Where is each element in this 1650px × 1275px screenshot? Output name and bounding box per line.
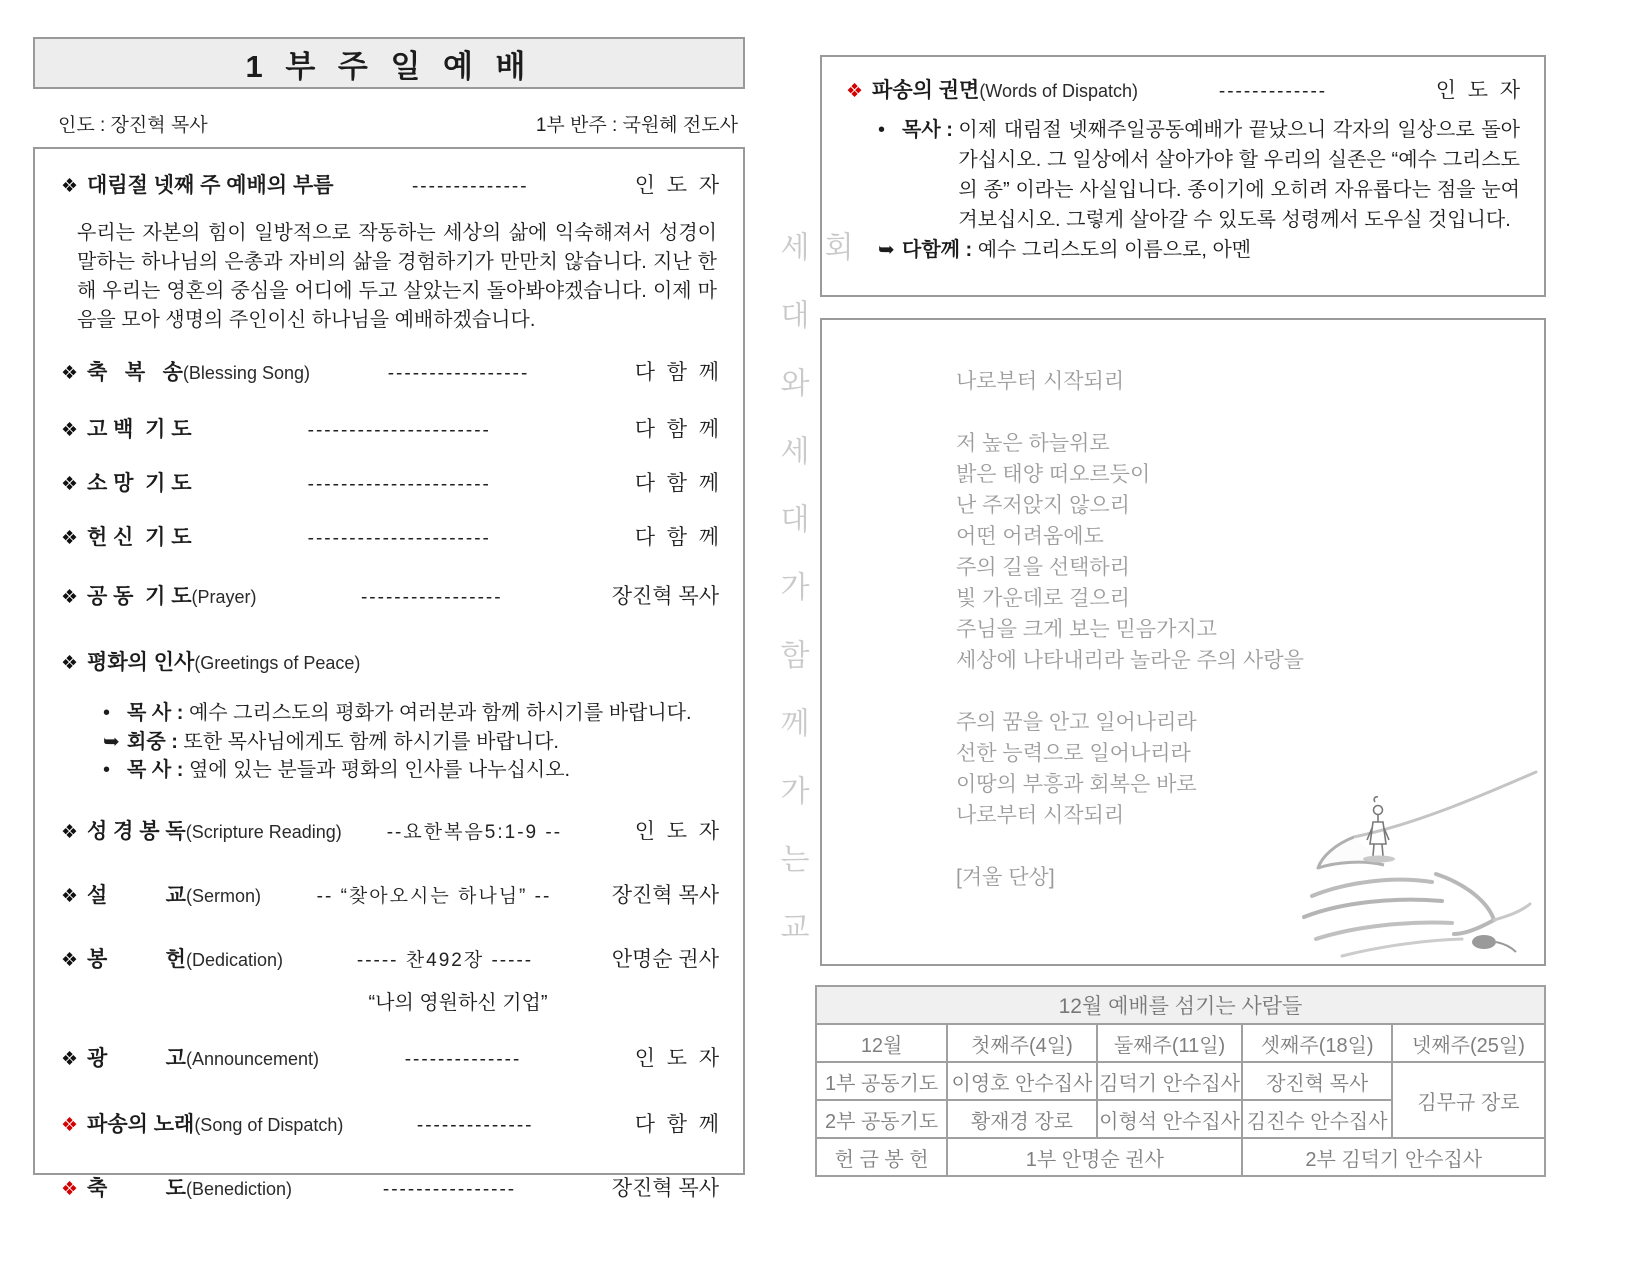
item-title: 파송의 권면 — [872, 79, 980, 102]
service-accompanist: 1부 반주 : 국원혜 전도사 — [535, 115, 738, 136]
item-performer: 장진혁 목사 — [611, 585, 719, 608]
item-dashes: -------------- — [411, 176, 529, 197]
dialog-text: 이제 대림절 넷째주일공동예배가 끝났으니 각자의 일상으로 돌아가십시오. 그 일상에서 살아가야 할 우리의 실존은 “예수 그리스도의 종” 이라는 사실입니다. 종이기에 오히려 자유롭다는 점을 눈여겨보십시오. 그렇게 살아갈 수 있도록 성령께서 도우실 것입니다. — [958, 119, 1520, 231]
item-title-en: (Dedication) — [185, 949, 284, 970]
scripture-reference: --요한복음5:1-9 -- — [386, 821, 563, 843]
lyric-line: 어떤 어려움에도 — [956, 525, 1104, 548]
order-item-announcement — [61, 1042, 719, 1072]
item-performer: 다 함 께 — [634, 418, 719, 441]
item-title: 평화의 인사 — [87, 651, 195, 674]
row-label: 2부 공동기도 — [816, 1100, 947, 1138]
item-title-en: (Greetings of Peace) — [194, 653, 361, 673]
order-item-greetings-of-peace — [61, 646, 719, 785]
diamond-icon: ❖ — [61, 474, 79, 495]
table-cell: 황재경 장로 — [947, 1100, 1096, 1138]
diamond-icon: ❖ — [61, 1048, 79, 1070]
table-header-row — [816, 1024, 1545, 1062]
item-title: 공 동 기 도 — [87, 585, 192, 608]
dialog-line — [878, 115, 1520, 235]
dispatch-dialog — [878, 115, 1520, 265]
table-row — [816, 1138, 1545, 1176]
diamond-icon: ❖ — [61, 363, 79, 384]
item-title-en: (Sermon) — [185, 885, 261, 906]
item-performer: 다 함 께 — [634, 472, 719, 495]
item-title: 축 도 — [87, 1176, 186, 1200]
service-title-banner — [33, 37, 745, 89]
item-dashes: -------------- — [416, 1114, 534, 1136]
col-header: 첫째주(4일) — [947, 1024, 1096, 1062]
item-title: 축 복 송 — [87, 361, 183, 384]
col-header: 12월 — [816, 1024, 947, 1062]
col-header: 둘째주(11일) — [1097, 1024, 1243, 1062]
dialog-text: 옆에 있는 분들과 평화의 인사를 나누십시오. — [188, 759, 571, 781]
item-title: 설 교 — [87, 883, 186, 907]
arrow-icon: ➥ — [878, 239, 895, 261]
table-cell: 1부 안명순 권사 — [947, 1138, 1242, 1176]
item-performer: 인 도 자 — [634, 1046, 719, 1070]
item-dashes: -------------- — [404, 1048, 522, 1070]
item-title-en: (Words of Dispatch) — [979, 81, 1139, 101]
lyric-line: 저 높은 하늘위로 — [956, 432, 1110, 455]
bullet-icon: • — [103, 759, 111, 781]
arrow-icon: ➥ — [103, 730, 120, 753]
diamond-icon: ❖ — [846, 81, 864, 102]
vertical-motto: 세대와세대가함께가는교회 — [775, 231, 852, 979]
dialog-text: 예수 그리스도의 이름으로, 아멘 — [977, 239, 1252, 261]
item-performer: 다 함 께 — [634, 361, 719, 384]
lyric-line: 선한 능력으로 일어나리라 — [956, 742, 1191, 765]
table-cell: 이형석 안수집사 — [1097, 1100, 1243, 1138]
item-dashes: ---------------------- — [307, 528, 491, 549]
row-label: 헌 금 봉 헌 — [816, 1138, 947, 1176]
table-cell: 2부 김덕기 안수집사 — [1242, 1138, 1545, 1176]
table-cell: 김무규 장로 — [1392, 1062, 1545, 1138]
item-performer: 다 함 께 — [634, 1112, 719, 1136]
lyric-line: 주의 길을 선택하리 — [956, 556, 1130, 579]
item-dashes: ---------------------- — [307, 474, 491, 495]
lyric-line — [956, 676, 1524, 707]
table-row — [816, 1062, 1545, 1100]
item-title-en: (Blessing Song) — [182, 363, 310, 383]
item-performer: 장진혁 목사 — [611, 883, 719, 907]
table-cell: 김진수 안수집사 — [1242, 1100, 1391, 1138]
lyric-line: 빛 가운데로 걸으리 — [956, 587, 1130, 610]
dialog-role: 다함께 : — [902, 239, 978, 261]
table-cell: 이영호 안수집사 — [947, 1062, 1096, 1100]
item-performer: 인 도 자 — [634, 819, 719, 843]
lyric-line: 이땅의 부흥과 회복은 바로 — [956, 773, 1197, 796]
table-cell: 장진혁 목사 — [1242, 1062, 1391, 1100]
lyric-line — [956, 397, 1524, 428]
item-performer: 장진혁 목사 — [611, 1176, 719, 1200]
item-dashes: ----------------- — [387, 363, 530, 384]
greetings-dialog — [103, 699, 719, 785]
lyric-caption: [겨울 단상] — [956, 866, 1055, 889]
order-item-blessing-song — [61, 356, 719, 386]
page-title: 1 부 주 일 예 배 — [245, 48, 533, 84]
servants-table — [815, 985, 1546, 1177]
col-header: 넷째주(25일) — [1392, 1024, 1545, 1062]
table-cell: 김덕기 안수집사 — [1097, 1062, 1243, 1100]
dispatch-song-lyrics-box — [820, 318, 1546, 966]
item-title: 광 고 — [87, 1046, 186, 1070]
table-title: 12월 예배를 섬기는 사람들 — [816, 986, 1545, 1024]
hymn-number: ----- 찬492장 ----- — [356, 949, 534, 971]
item-title-en: (Announcement) — [185, 1048, 320, 1069]
lyric-line: 밝은 태양 떠오르듯이 — [956, 463, 1151, 486]
lyric-line: 나로부터 시작되리 — [956, 804, 1125, 827]
order-item-song-of-dispatch — [61, 1108, 719, 1138]
order-item-confession-prayer — [61, 413, 719, 443]
item-title-en: (Song of Dispatch) — [194, 1114, 344, 1135]
order-item-sermon — [61, 879, 719, 909]
item-performer: 다 함 께 — [634, 526, 719, 549]
order-item-hope-prayer — [61, 467, 719, 497]
order-item-benediction — [61, 1172, 719, 1202]
item-performer: 인 도 자 — [1435, 79, 1520, 102]
diamond-icon: ❖ — [61, 528, 79, 549]
item-title: 소 망 기 도 — [87, 472, 192, 495]
item-dashes: ------------- — [1218, 81, 1328, 102]
item-title: 고 백 기 도 — [87, 418, 192, 441]
item-title: 헌 신 기 도 — [87, 526, 192, 549]
diamond-icon: ❖ — [61, 653, 79, 674]
item-title: 봉 헌 — [87, 947, 186, 971]
lyric-line: 나로부터 시작되리 — [956, 370, 1125, 393]
dialog-role: 목 사 : — [127, 759, 189, 781]
order-item-dedication — [61, 943, 719, 1015]
order-of-worship-box — [33, 147, 745, 1200]
dialog-text: 예수 그리스도의 평화가 여러분과 함께 하시기를 바랍니다. — [188, 702, 692, 724]
item-title: 대림절 넷째 주 예배의 부름 — [87, 174, 334, 197]
item-performer: 안명순 권사 — [611, 947, 719, 971]
item-title-en: (Scripture Reading) — [185, 821, 342, 842]
dialog-role: 회중 : — [127, 730, 184, 753]
order-item-common-prayer — [61, 580, 719, 610]
dialog-role: 목 사 : — [127, 702, 189, 724]
col-header: 셋째주(18일) — [1242, 1024, 1391, 1062]
item-title-en: (Prayer) — [191, 587, 257, 607]
diamond-icon: ❖ — [61, 885, 79, 907]
item-title-en: (Benediction) — [185, 1178, 293, 1199]
service-leader: 인도 : 장진혁 목사 — [58, 115, 208, 136]
diamond-icon: ❖ — [61, 949, 79, 971]
order-item-call-to-worship — [61, 169, 719, 335]
table-title-row — [816, 986, 1545, 1024]
call-to-worship-text: 우리는 자본의 힘이 일방적으로 작동하는 세상의 삶에 익숙해져서 성경이 말하는 하나님의 은총과 자비의 삶을 경험하기가 만만치 않습니다. 지난 한 해 우리는 영혼의 중심을 어디에 두고 살았는지 돌아봐야겠습니다. 이제 마음을 모아 생명의 주인이신 하나님을 예배하겠습니다. — [77, 222, 717, 331]
item-title: 성 경 봉 독 — [87, 819, 186, 843]
item-dashes: ----------------- — [360, 587, 503, 608]
diamond-icon: ❖ — [61, 176, 79, 197]
item-dashes: ---------------- — [382, 1178, 517, 1200]
words-of-dispatch-box — [820, 55, 1546, 297]
order-item-scripture-reading — [61, 815, 719, 845]
lyric-line: 세상에 나타내리라 놀라운 주의 사랑을 — [956, 649, 1304, 672]
hymn-title: “나의 영원하신 기업” — [368, 991, 548, 1014]
diamond-icon: ❖ — [61, 821, 79, 843]
item-title: 파송의 노래 — [87, 1112, 195, 1136]
dialog-role: 목사 : — [902, 119, 959, 141]
diamond-icon: ❖ — [61, 420, 79, 441]
item-dashes: ---------------------- — [307, 420, 491, 441]
dialog-line — [878, 235, 1520, 265]
hand-illustration — [1226, 744, 1538, 962]
lyric-line: 주님을 크게 보는 믿음가지고 — [956, 618, 1217, 641]
diamond-icon: ❖ — [61, 587, 79, 608]
lyric-line: 주의 꿈을 안고 일어나리라 — [956, 711, 1197, 734]
item-performer: 인 도 자 — [634, 174, 719, 197]
sermon-title: -- “찾아오시는 하나님” -- — [316, 885, 552, 907]
dialog-line — [103, 756, 719, 785]
lyric-line: 난 주저앉지 않으리 — [956, 494, 1130, 517]
diamond-icon: ❖ — [61, 1114, 79, 1136]
bullet-icon: • — [103, 702, 111, 724]
bullet-icon: • — [878, 119, 886, 141]
diamond-icon: ❖ — [61, 1178, 79, 1200]
dialog-line — [103, 728, 719, 757]
row-label: 1부 공동기도 — [816, 1062, 947, 1100]
leader-line — [58, 110, 738, 137]
dialog-line — [103, 699, 719, 728]
order-item-devotion-prayer — [61, 521, 719, 551]
dialog-text: 또한 목사님에게도 함께 하시기를 바랍니다. — [183, 730, 559, 753]
